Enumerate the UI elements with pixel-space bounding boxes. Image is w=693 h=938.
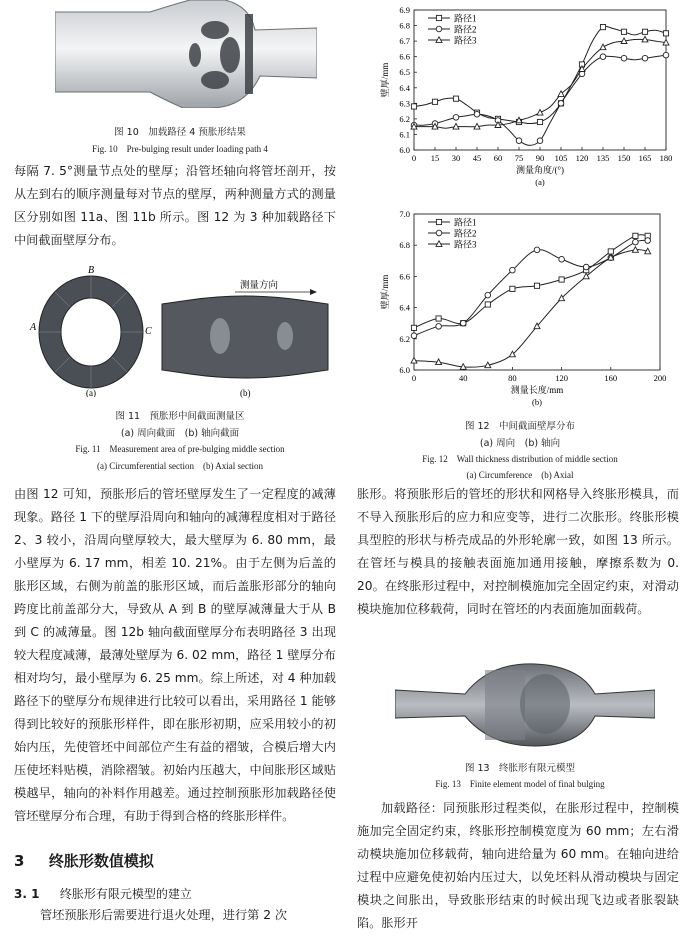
- fig11-axial-image: [160, 278, 330, 400]
- fig12b-y-tick-label: 6.2: [399, 333, 410, 344]
- fig12-caption-en-sub: (a) Circumference (b) Axial: [466, 470, 574, 480]
- fig12a-x-tick-label: 150: [617, 153, 631, 163]
- fig12-caption-en: Fig. 12 Wall thickness distribution of middle section: [422, 454, 618, 464]
- fig12b-data-point: [485, 302, 490, 307]
- fig12a-x-tick-label: 135: [596, 153, 610, 163]
- fig12b-plot-frame: [414, 214, 660, 370]
- fig12a-legend-marker: [436, 15, 441, 20]
- fig12a-y-tick-label: 6.9: [399, 5, 410, 15]
- fig12a-x-axis-label: 测量角度/(°): [515, 165, 565, 175]
- fig11-circumferential-image: [28, 262, 153, 397]
- fig11-caption-zh-sub: (a) 周向截面 (b) 轴向截面: [120, 428, 240, 439]
- fig12b-data-point: [534, 283, 539, 288]
- fig12a-sublabel: (a): [535, 177, 545, 187]
- fig12a-x-tick-label: 30: [451, 153, 461, 163]
- fig11-label-b: B: [88, 265, 95, 276]
- left-paragraph-1: 每隔 7. 5°测量节点处的壁厚；沿管坯轴向将管坯剖开，按从左到右的顺序测量每对节点的壁厚，两种测量方式的测量区分别如图 11a、图 11b 所示。图 12 为 3 种加载路径下中间截面壁厚分布。: [14, 164, 336, 247]
- fig12a-legend-label: 路径3: [454, 35, 477, 46]
- fig13-caption-en: Fig. 13 Finite element model of final bulging: [435, 779, 605, 789]
- fig12a-series-3: [411, 35, 669, 130]
- fig12b-y-tick-label: 6.0: [399, 365, 410, 375]
- fig12a-data-point: [411, 104, 416, 109]
- fig12b-legend-label: 路径1: [454, 217, 477, 228]
- fig12a-data-point: [600, 44, 606, 50]
- fig12a-x-tick-label: 0: [411, 153, 417, 163]
- fig11-sub-b: (b): [240, 388, 251, 398]
- fig12b-data-point: [460, 320, 466, 326]
- fig12b-legend-marker: [436, 219, 441, 224]
- section-3-1-number: 3. 1: [14, 887, 40, 901]
- left-paragraph-2: 由图 12 可知，预胀形后的管坯壁厚发生了一定程度的减薄现象。路径 1 下的壁厚沿周向和轴向的减薄程度相对于路径 2、3 较小，沿周向壁厚较大，最大壁厚为 6. 80 mm，最小壁厚为 6. 17 mm，相差 10. 21%。由于左侧为后盖的胀形区域，右侧为前盖的胀形区域，而后盖胀形部分的轴向跨度比前盖部分大，导致从 A 到 B 的壁厚减薄量大于从 B 到 C 的减薄量。图 12b 轴向截面壁厚分布表明路径 3 出现较大程度减薄，最薄处壁厚为 6. 02 mm，路径 1 壁厚分布相对均匀，最小壁厚为 6. 25 mm。综上所述，对 4 种加载路径下的壁厚分布规律进行比较可以看出，采用路径 1 能够得到比较好的预胀形样件，即在胀形初期，应采用较小的初始内压，先使管坯中间部位产生有益的褶皱，合模后增大内压使坯料贴模，消除褶皱。初始内压越大，中间胀形区域贴模越早，轴向的补料作用越差。通过控制预胀形加载路径使管坯壁厚分布合理，有助于得到合格的终胀形样件。: [14, 487, 340, 823]
- fig12a-data-point: [600, 54, 606, 60]
- fig10-caption-zh: 图 10 加载路径 4 预胀形结果: [114, 127, 246, 138]
- fig12a-data-point: [516, 138, 522, 144]
- fig12b-svg: [360, 200, 680, 412]
- fig12b-y-tick-label: 7.0: [399, 209, 410, 219]
- fig10-image: [55, 0, 317, 108]
- fig12a-data-point: [600, 25, 605, 30]
- fig12b-x-tick-label: 80: [508, 373, 517, 383]
- fig12a-x-tick-label: 75: [514, 153, 524, 163]
- fig12b-data-point: [633, 239, 639, 245]
- fig10-caption-en: Fig. 10 Pre-bulging result under loading path 4: [92, 144, 268, 154]
- fig12a-series-line: [414, 55, 666, 145]
- fig12b-x-tick-label: 40: [458, 373, 468, 383]
- fig12b-data-point: [510, 267, 516, 273]
- fig12b-data-point: [583, 264, 589, 270]
- fig12b-chart: [360, 200, 680, 412]
- fig12b-data-point: [436, 324, 442, 330]
- fig12a-data-point: [453, 115, 459, 121]
- fig12a-data-point: [474, 111, 480, 117]
- fig12a-y-tick-label: 6.2: [399, 113, 410, 124]
- fig12b-data-point: [436, 316, 441, 321]
- fig12a-x-tick-label: 105: [554, 153, 568, 163]
- fig12b-y-tick-label: 6.6: [399, 271, 410, 282]
- fig12-caption-zh: 图 12 中间截面壁厚分布: [464, 421, 576, 432]
- fig12b-data-point: [608, 249, 613, 254]
- fig12b-series-line: [414, 250, 648, 368]
- fig12b-data-point: [411, 333, 417, 339]
- fig13-caption-zh: 图 13 终胀形有限元模型: [464, 763, 576, 774]
- fig12-caption-zh-sub: (a) 周向 (b) 轴向: [479, 438, 561, 449]
- fig12a-x-tick-label: 60: [493, 153, 503, 163]
- fig12a-data-point: [432, 99, 437, 104]
- fig12a-x-tick-label: 180: [659, 153, 673, 163]
- section-3-1-title: 终胀形有限元模型的建立: [59, 887, 192, 901]
- fig12b-y-axis-label: 壁厚/mm: [380, 274, 390, 310]
- left-paragraph-3: 管坯预胀形后需要进行退火处理，进行第 2 次: [40, 908, 288, 922]
- fig12a-data-point: [537, 109, 543, 115]
- fig12b-data-point: [411, 357, 417, 363]
- fig12a-data-point: [663, 31, 668, 36]
- fig11-label-a: A: [30, 322, 37, 333]
- fig12a-x-tick-label: 15: [430, 153, 440, 163]
- fig12a-x-tick-label: 120: [575, 153, 589, 163]
- fig11-caption-en: Fig. 11 Measurement area of pre-bulging middle section: [75, 444, 285, 454]
- fig12b-data-point: [633, 233, 638, 238]
- fig12b-series-1: [411, 217, 650, 331]
- fig12b-x-tick-label: 160: [604, 373, 618, 383]
- fig11-sub-a: (a): [86, 388, 96, 397]
- fig12a-x-tick-label: 165: [638, 153, 652, 163]
- fig12b-y-tick-label: 6.4: [399, 302, 410, 313]
- fig12b-data-point: [485, 292, 491, 298]
- fig12a-plot-frame: [414, 10, 666, 150]
- fig12a-y-axis-label: 壁厚/mm: [380, 62, 390, 98]
- fig11-direction-label: 测量方向: [240, 281, 279, 291]
- fig12b-data-point: [559, 256, 565, 262]
- fig12a-y-tick-label: 6.7: [399, 36, 410, 47]
- fig12a-chart: [360, 0, 680, 198]
- fig12a-y-tick-label: 6.6: [399, 51, 410, 62]
- fig13-image: [395, 660, 655, 748]
- fig12b-legend-label: 路径2: [454, 228, 477, 239]
- fig12a-data-point: [537, 138, 543, 144]
- fig12a-series-2: [411, 24, 669, 146]
- fig12b-x-tick-label: 120: [555, 373, 568, 383]
- fig12b-sublabel: (b): [532, 397, 542, 407]
- fig11-label-c: C: [145, 326, 152, 337]
- fig12a-x-tick-label: 90: [535, 153, 545, 163]
- fig12a-y-tick-label: 6.0: [399, 145, 410, 155]
- fig12a-data-point: [537, 119, 542, 124]
- fig12a-y-tick-label: 6.4: [399, 82, 410, 93]
- fig11-caption-zh: 图 11 预胀形中间截面测量区: [115, 411, 245, 422]
- fig12a-data-point: [621, 55, 627, 61]
- fig12a-data-point: [621, 29, 626, 34]
- fig12a-legend-label: 路径1: [454, 13, 477, 24]
- fig12b-x-axis-label: 测量长度/mm: [510, 385, 564, 395]
- section-3-1-heading: [14, 885, 192, 902]
- fig12b-legend-marker: [436, 230, 442, 236]
- fig12a-legend-label: 路径2: [454, 24, 477, 35]
- fig12b-data-point: [510, 286, 515, 291]
- fig12a-data-point: [642, 29, 647, 34]
- section-3-heading: [14, 850, 154, 871]
- fig12b-data-point: [645, 238, 651, 244]
- fig12b-legend-label: 路径3: [454, 239, 477, 250]
- fig12a-data-point: [558, 101, 564, 107]
- fig12b-series-3: [411, 239, 651, 370]
- fig12b-y-tick-label: 6.8: [399, 240, 410, 251]
- section-3-number: 3: [14, 852, 25, 870]
- fig12a-y-tick-label: 6.3: [399, 98, 410, 109]
- fig12b-data-point: [534, 247, 540, 253]
- fig12b-data-point: [411, 325, 416, 330]
- fig12a-data-point: [663, 52, 669, 58]
- fig12b-series-line: [414, 240, 648, 335]
- fig11-caption-en-sub: (a) Circumferential section (b) Axial section: [97, 461, 263, 471]
- fig12a-svg: [360, 0, 680, 198]
- fig12b-x-tick-label: 0: [411, 373, 417, 383]
- fig12b-x-tick-label: 200: [653, 373, 667, 383]
- fig12a-legend-marker: [436, 26, 442, 32]
- fig12a-x-tick-label: 45: [472, 153, 482, 163]
- fig12a-data-point: [642, 55, 648, 61]
- fig12b-data-point: [559, 277, 564, 282]
- right-paragraph-1: 胀形。将预胀形后的管坯的形状和网格导入终胀形模具，而不导入预胀形后的应力和应变等，进行二次胀形。终胀形模具型腔的形状与桥壳成品的外形轮廓一致，如图 13 所示。在管坯与模具的接触表面施加通用接触，摩擦系数为 0. 20。在终胀形过程中，对控制模施加完全固定约束，对滑动模块施加位移载荷，同时在管坯的内表面施加面载荷。: [357, 487, 683, 616]
- fig12a-y-tick-label: 6.5: [399, 67, 410, 78]
- fig12a-y-tick-label: 6.8: [399, 20, 410, 31]
- section-3-title: 终胀形数值模拟: [48, 852, 154, 870]
- right-paragraph-2: 加载路径：同预胀形过程类似，在胀形过程中，控制模施加完全固定约束，终胀形控制模宽度为 60 mm；左右滑动模块施加位移载荷，轴向进给量为 60 mm。在轴向进给过程中应避免使初始内压过大，以免坯料从滑动模块与固定模块之间胀出，导致胀形结束的时候出现飞边或者胀裂缺陷。胀形开: [357, 801, 679, 930]
- fig12a-y-tick-label: 6.1: [399, 129, 410, 140]
- fig12a-data-point: [453, 96, 458, 101]
